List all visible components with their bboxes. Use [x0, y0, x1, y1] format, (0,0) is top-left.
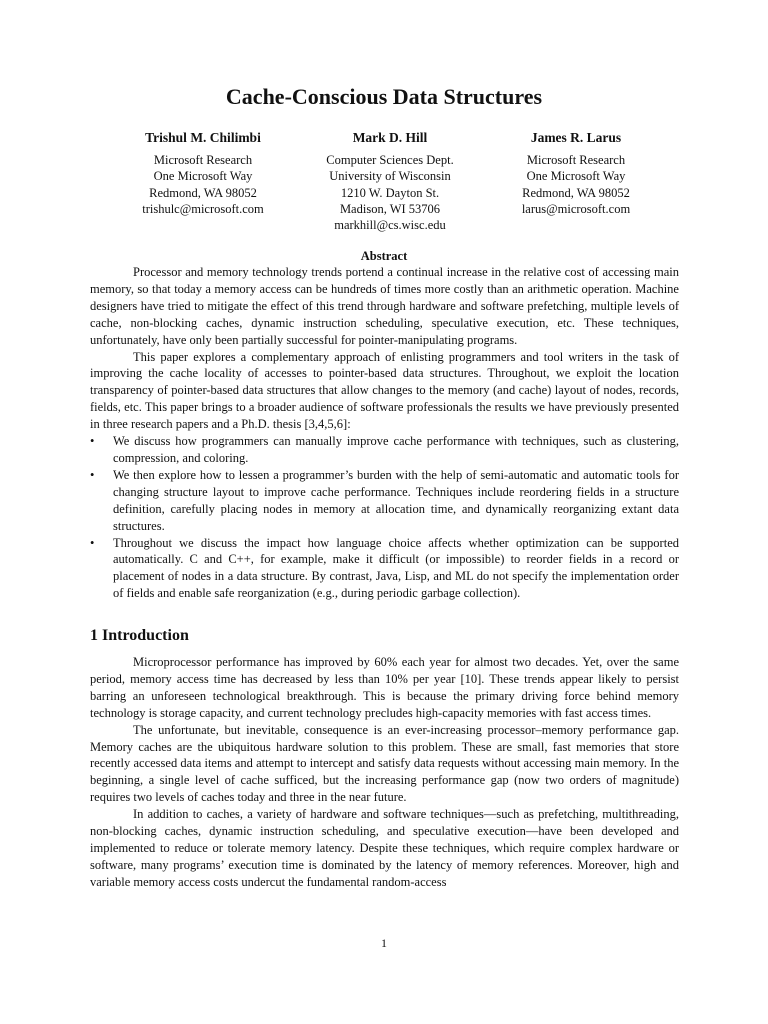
body-paragraph: The unfortunate, but inevitable, consequence is an ever-increasing processor–memory performance gap. Memory caches are the ubiquitous hardware solution to this problem. These are small, fast memories that store recently accessed data items and attempt to intercept and satisfy data requests without accessing main memory. In the beginning, a single level of cache sufficed, but the increasing performance gap (now two orders of magnitude) requires two levels of caches today and three in the near future. — [90, 722, 679, 805]
author-affiliation: Computer Sciences Dept. — [326, 153, 454, 168]
author-address: Redmond, WA 98052 — [149, 185, 257, 200]
author-name: James R. Larus — [530, 130, 622, 145]
author-affiliation: Microsoft Research — [153, 153, 253, 168]
introduction-body — [90, 654, 679, 891]
list-item-text: We then explore how to lessen a programmer’s burden with the help of semi-automatic and automatic tools for changing structure layout to improve cache performance. Techniques include reordering fields in a structure definition, carefully placing nodes in memory at allocation time, and dynamically reorganizing extant data structures. — [113, 467, 679, 533]
author-email: trishulc@microsoft.com — [142, 201, 264, 216]
author-block — [476, 130, 676, 217]
author-email: markhill@cs.wisc.edu — [334, 218, 446, 233]
list-item — [90, 433, 679, 467]
author-address: One Microsoft Way — [153, 169, 253, 184]
bullet-marker: • — [90, 467, 95, 482]
author-affiliation: Microsoft Research — [526, 153, 626, 168]
author-address: Redmond, WA 98052 — [522, 185, 630, 200]
abstract-heading: Abstract — [360, 249, 408, 263]
bullet-marker: • — [90, 535, 95, 550]
list-item-text: We discuss how programmers can manually improve cache performance with techniques, such as clustering, compression, and coloring. — [113, 434, 679, 465]
abstract-paragraph: Processor and memory technology trends portend a continual increase in the relative cost of accessing main memory, so that today a memory access can be hundreds of times more costly than an arithmetic operation. Machine designers have tried to mitigate the effect of this trend through hardware and software prefetching, multiple levels of cache, non-blocking caches, dynamic instruction scheduling, speculative execution, etc. These techniques, unfortunately, have only been partially successful for pointer-manipulating programs. — [90, 265, 679, 347]
list-item — [90, 535, 679, 603]
author-address: 1210 W. Dayton St. — [340, 185, 440, 200]
body-paragraph: In addition to caches, a variety of hardware and software techniques—such as prefetching, multithreading, non-blocking caches, dynamic instruction scheduling, and speculative execution—have been developed and implemented to reduce or tolerate memory latency. Despite these techniques, which require complex hardware or software, many programs’ execution time is dominated by the latency of memory references. Moreover, high and variable memory access costs undercut the fundamental random-access — [90, 807, 679, 889]
bullet-marker: • — [90, 434, 95, 449]
list-item-text: Throughout we discuss the impact how language choice affects whether optimization can be supported automatically. C and C++, for example, make it difficult (or impossible) to reorder fields in a record or placement of nodes in a data structure. By contrast, Java, Lisp, and ML do not specify the implementation order of fields and enable safe reorganization (e.g., during periodic garbage collection). — [113, 535, 679, 601]
section-heading: 1 Introduction — [90, 627, 189, 644]
author-name: Mark D. Hill — [352, 130, 428, 145]
body-paragraph: Microprocessor performance has improved by 60% each year for almost two decades. Yet, over the same period, memory access time has decreased by less than 10% per year [10]. These trends appear likely to persist barring an unforeseen technological breakthrough. This is because the primary driving force behind memory technology is storage capacity, and current technology precludes high-capacity memories with fast access times. — [90, 655, 679, 720]
page-number: 1 — [381, 936, 387, 950]
author-address: One Microsoft Way — [526, 169, 626, 184]
author-name: Trishul M. Chilimbi — [145, 130, 261, 145]
author-affiliation: University of Wisconsin — [329, 169, 451, 184]
contribution-list — [90, 433, 679, 602]
abstract-body — [90, 264, 679, 602]
list-item — [90, 467, 679, 535]
author-block — [103, 130, 303, 217]
abstract-paragraph: This paper explores a complementary approach of enlisting programmers and tool writers in the task of improving the cache locality of accesses to pointer-based data structures. Throughout, we exploit the location transparency of pointer-based data structures that allow changes to the memory (and cache) layout of nodes, records, fields, etc. This paper brings to a broader audience of software professionals the results we have previously presented in three research papers and a Ph.D. thesis [3,4,5,6]: — [90, 349, 679, 432]
author-block — [290, 130, 490, 233]
author-email: larus@microsoft.com — [521, 201, 631, 216]
author-address: Madison, WI 53706 — [339, 201, 441, 216]
paper-title: Cache-Conscious Data Structures — [225, 84, 543, 109]
